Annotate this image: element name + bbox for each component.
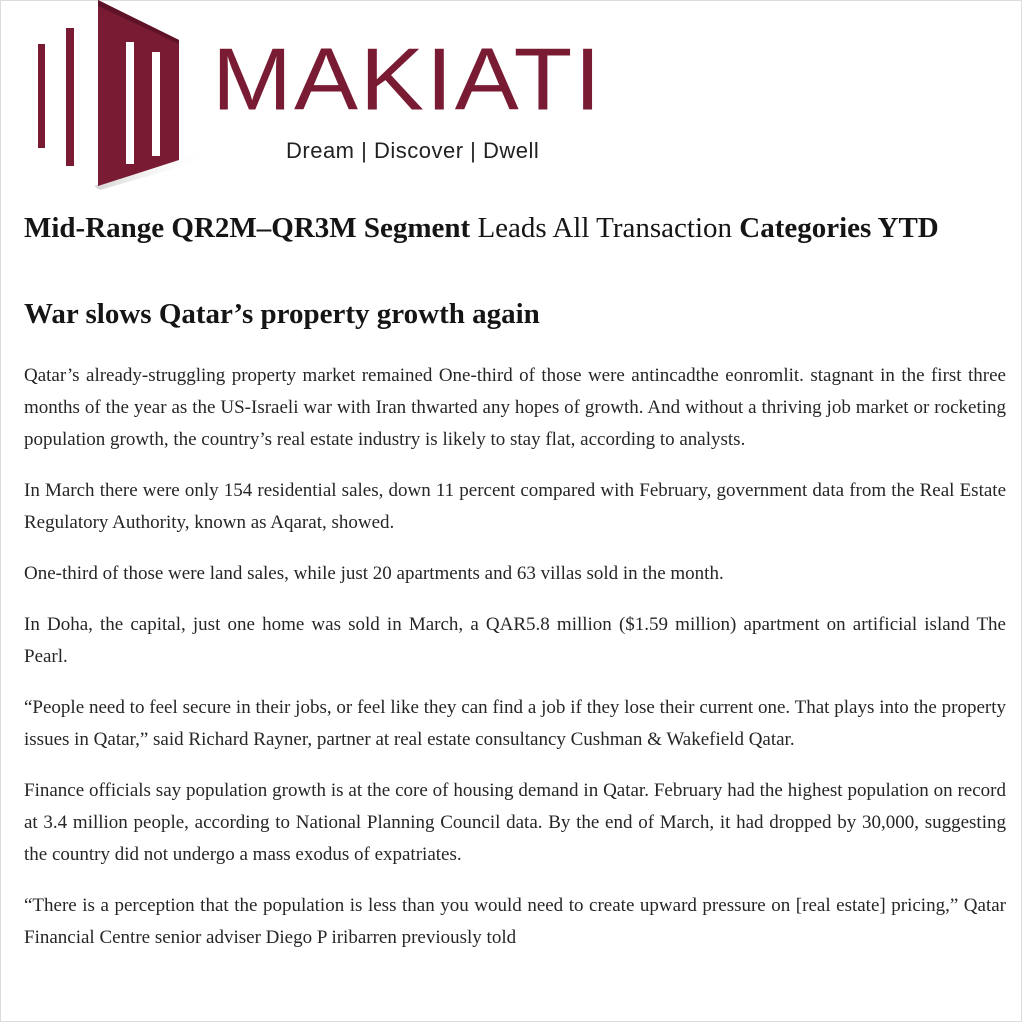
subheadline: War slows Qatar’s property growth again	[24, 298, 540, 330]
article-paragraph: “People need to feel secure in their jobs, or feel like they can find a job if they lose their current one. That plays into the property issues in Qatar,” said Richard Rayner, partner at real estate consultancy Cushman & Wakefield Qatar.	[24, 697, 1006, 750]
article-paragraph: One-third of those were land sales, while just 20 apartments and 63 villas sold in the month.	[24, 563, 724, 584]
brand-tagline: Dream | Discover | Dwell	[286, 138, 540, 163]
article-paragraph: In Doha, the capital, just one home was sold in March, a QAR5.8 million ($1.59 million) apartment on artificial island The Pearl.	[24, 614, 1006, 667]
headline-part-1: Mid-Range QR2M–QR3M Segment	[24, 212, 471, 244]
article-paragraph: In March there were only 154 residential sales, down 11 percent compared with February, government data from the Real Estate Regulatory Authority, known as Aqarat, showed.	[24, 480, 1006, 533]
article-paragraph: Qatar’s already-struggling property market remained One-third of those were antincadthe eonromlit. stagnant in the first three months of the year as the US-Israeli war with Iran thwarted any hopes of growth. And without a thriving job market or rocketing population growth, the country’s real estate industry is likely to stay flat, according to analysts.	[24, 365, 1006, 450]
article-paragraph: Finance officials say population growth is at the core of housing demand in Qatar. February had the highest population on record at 3.4 million people, according to National Planning Council data. By the end of March, it had dropped by 30,000, suggesting the country did not undergo a mass exodus of expatriates.	[24, 780, 1006, 865]
building-logo-icon	[34, 0, 214, 190]
headline-part-3: Categories YTD	[739, 212, 939, 244]
headline-part-2: Leads All Transaction	[470, 212, 740, 244]
brand-name: MAKIATI	[212, 30, 603, 129]
headline	[24, 208, 1004, 248]
article-paragraph: “There is a perception that the population is less than you would need to create upward pressure on [real estate] pricing,” Qatar Financial Centre senior adviser Diego P iribarren previously told	[24, 895, 1006, 948]
brand-logo[interactable]	[34, 0, 603, 190]
article-body	[24, 360, 1006, 973]
